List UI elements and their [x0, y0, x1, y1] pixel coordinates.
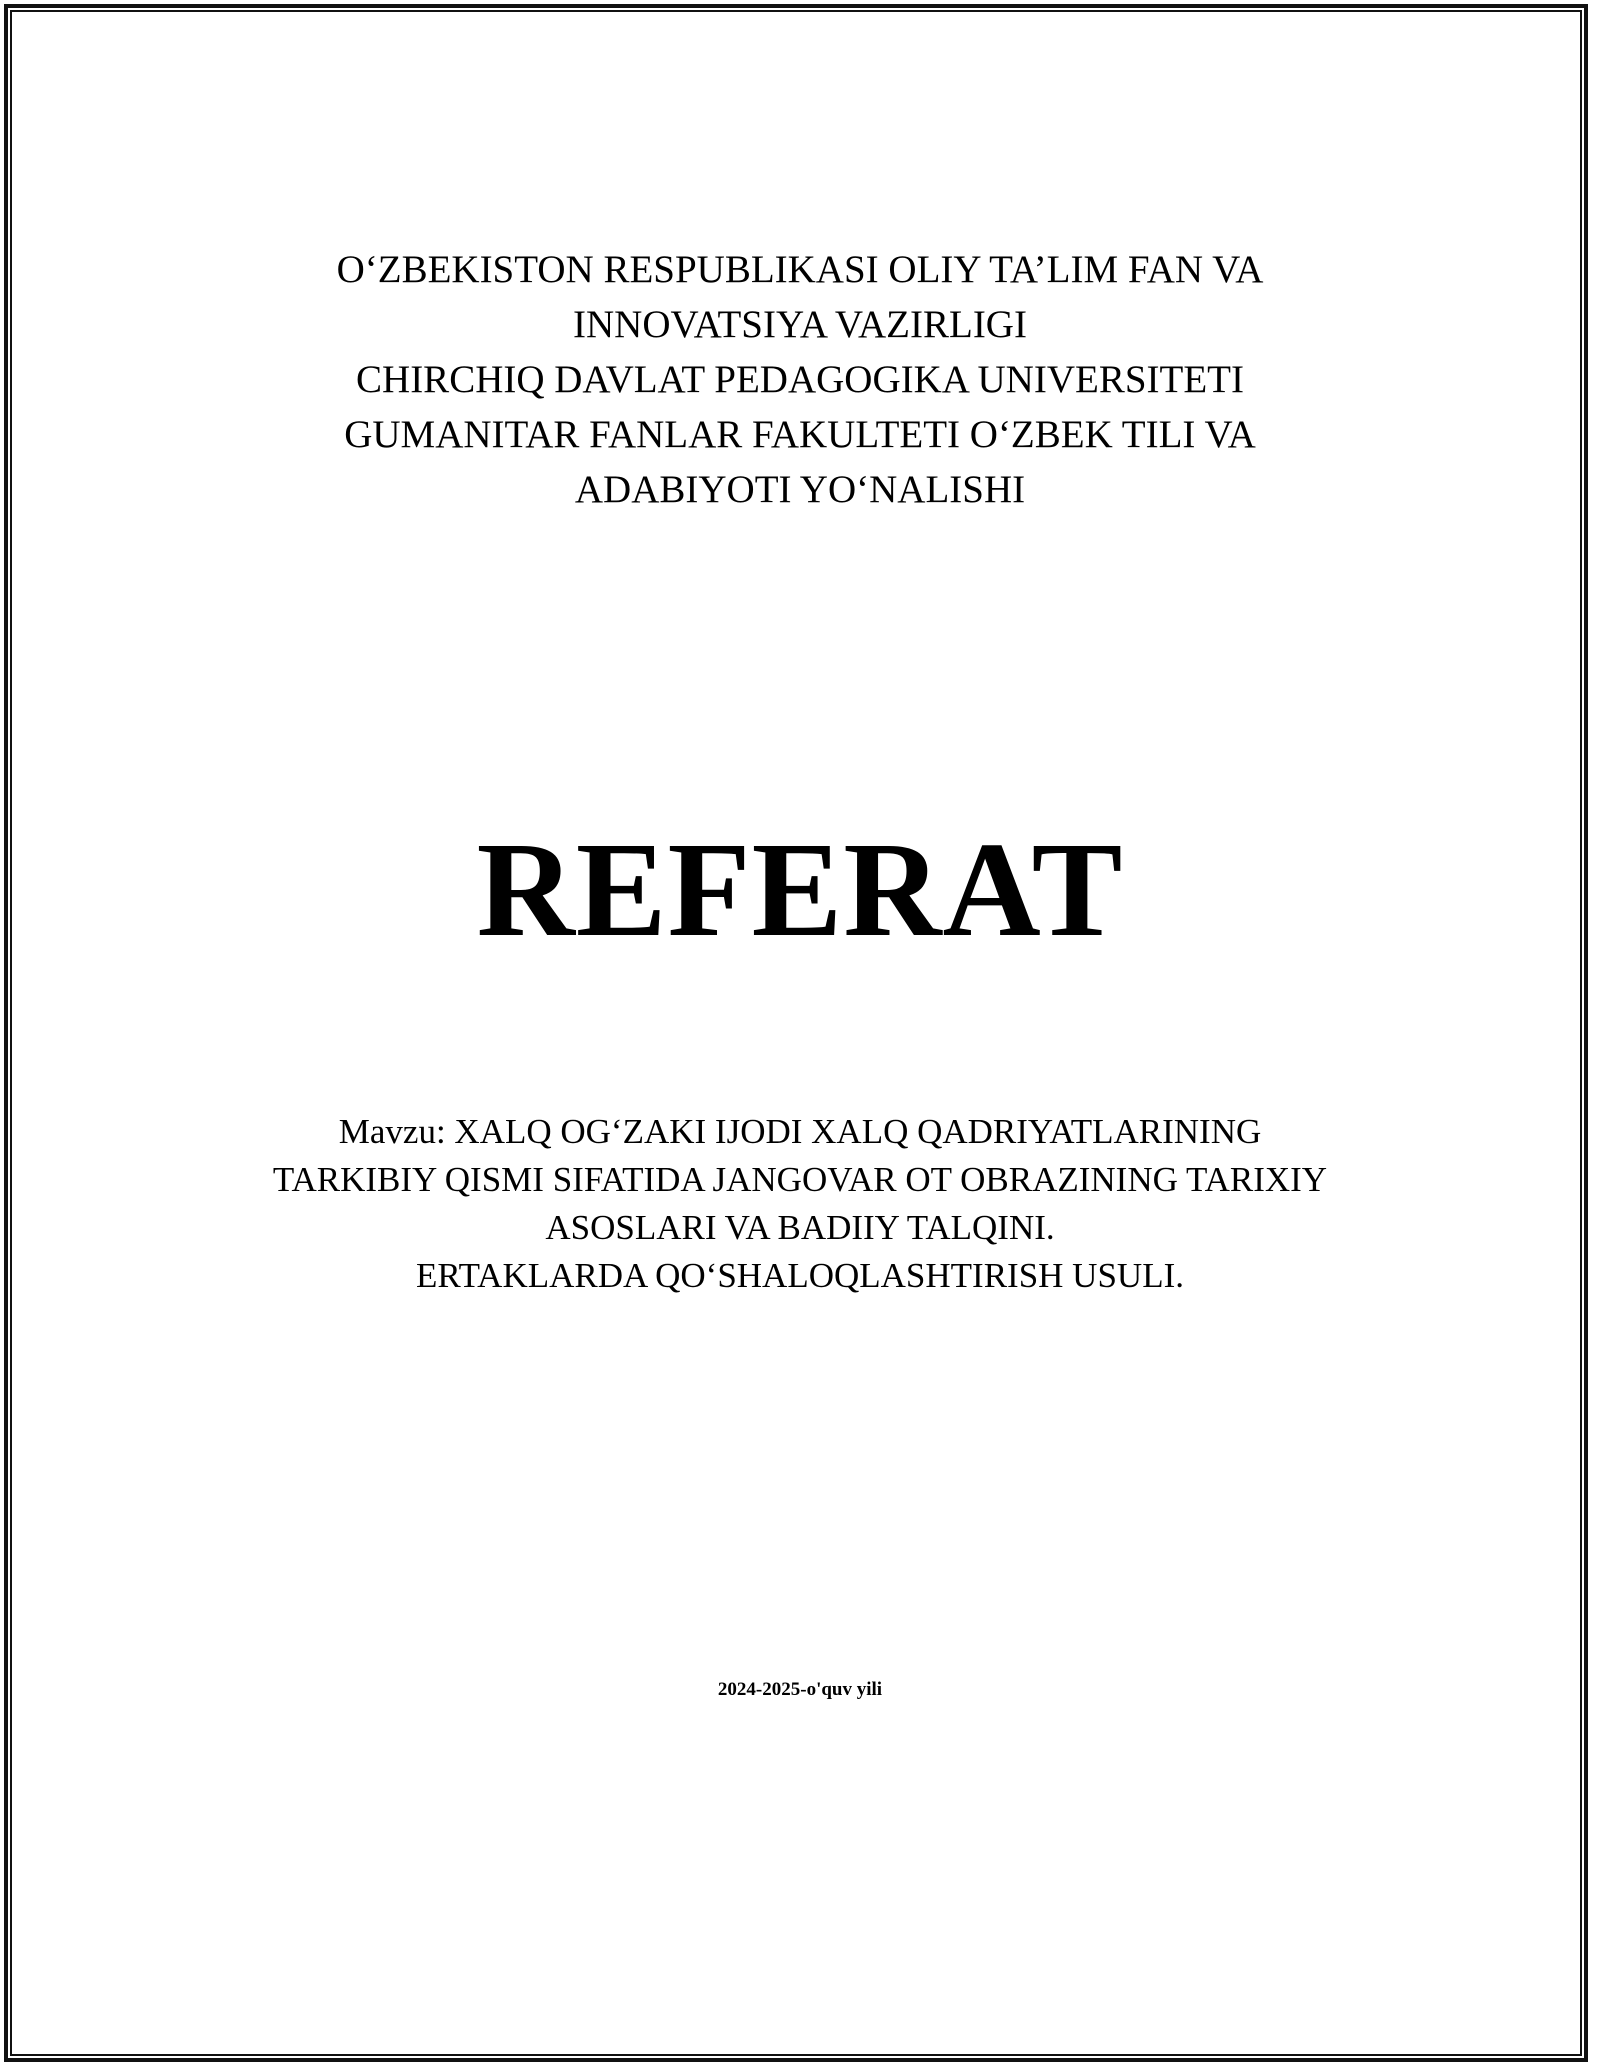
topic-line: TARKIBIY QISMI SIFATIDA JANGOVAR OT OBRAZINING TARIXIY: [272, 1160, 1328, 1199]
topic-line: ASOSLARI VA BADIIY TALQINI.: [545, 1208, 1055, 1247]
header-line: INNOVATSIYA VAZIRLIGI: [573, 303, 1027, 346]
header-line: O‘ZBEKISTON RESPUBLIKASI OLIY TA’LIM FAN VA: [336, 248, 1264, 291]
topic-line: ERTAKLARDA QO‘SHALOQLASHTIRISH USULI.: [415, 1256, 1184, 1295]
header-line: CHIRCHIQ DAVLAT PEDAGOGIKA UNIVERSITETI: [356, 358, 1244, 401]
header-line: ADABIYOTI YO‘NALISHI: [574, 468, 1026, 511]
topic-line: Mavzu: XALQ OG‘ZAKI IJODI XALQ QADRIYATLARINING: [338, 1112, 1262, 1151]
academic-year: 2024-2025-o'quv yili: [717, 1679, 883, 1700]
institution-header: [0, 242, 1600, 517]
topic-block: [0, 1108, 1600, 1300]
header-line: GUMANITAR FANLAR FAKULTETI O‘ZBEK TILI VA: [344, 413, 1256, 456]
document-title: REFERAT: [476, 815, 1124, 965]
